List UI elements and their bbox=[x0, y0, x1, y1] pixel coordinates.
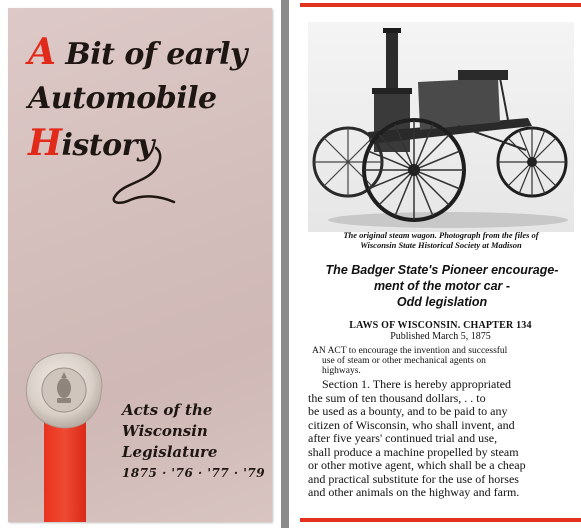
subtitle-years: 1875 · '76 · '77 · '79 bbox=[122, 466, 266, 480]
section-line: the sum of ten thousand dollars, . . to bbox=[308, 390, 486, 405]
steam-wagon-photo bbox=[308, 22, 574, 232]
wax-seal-icon bbox=[24, 350, 104, 430]
section-line: and practical substitute for the use of horses bbox=[308, 471, 519, 486]
section-line: shall produce a machine propelled by steam bbox=[308, 444, 519, 459]
title-cap: A bbox=[28, 81, 51, 116]
title-drop-cap: A bbox=[28, 31, 56, 73]
subtitle-line: Wisconsin bbox=[122, 422, 208, 440]
published-date: Published March 5, 1875 bbox=[390, 331, 491, 342]
title-text: istory bbox=[61, 128, 154, 163]
title-text: Bit of early bbox=[55, 37, 247, 72]
flourish-ornament bbox=[108, 146, 178, 206]
section-line: citizen of Wisconsin, who shall invent, and bbox=[308, 417, 515, 432]
section-line: Section 1. There is hereby appropriated bbox=[322, 377, 512, 391]
booklet-cover bbox=[8, 8, 272, 522]
act-description bbox=[312, 346, 574, 376]
law-reference bbox=[300, 320, 581, 342]
subtitle-line: Legislature bbox=[122, 443, 218, 461]
title-text: utomobile bbox=[50, 81, 217, 116]
cover-subtitle bbox=[122, 400, 272, 484]
title-drop-cap: H bbox=[28, 122, 62, 164]
subtitle-line: Acts of the bbox=[122, 401, 213, 419]
caption-line: The original steam wagon. Photograph from the files of bbox=[343, 230, 539, 240]
act-line: use of steam or other mechanical agents on bbox=[322, 356, 486, 366]
title-line-2 bbox=[28, 77, 268, 121]
section-line: and other animals on the highway and farm. bbox=[308, 485, 520, 499]
heading-line: Odd legislation bbox=[396, 295, 488, 309]
photo-caption bbox=[304, 230, 578, 250]
act-line: AN ACT to encourage the invention and successful bbox=[312, 346, 508, 356]
caption-line: Wisconsin State Historical Society at Madison bbox=[360, 240, 522, 250]
section-line: after five years' continued trial and use, bbox=[308, 431, 498, 445]
section-one-text bbox=[308, 378, 576, 500]
section-line: or other motive agent, which shall be a cheap bbox=[308, 458, 526, 472]
top-red-rule bbox=[300, 3, 581, 7]
article-page bbox=[300, 0, 581, 528]
title-line-1 bbox=[28, 30, 268, 77]
heading-line: ment of the motor car - bbox=[373, 279, 511, 293]
laws-title: LAWS OF WISCONSIN. CHAPTER 134 bbox=[349, 320, 532, 331]
page-divider bbox=[281, 0, 289, 528]
bottom-red-rule bbox=[300, 518, 581, 522]
section-line: be used as a bounty, and to be paid to any bbox=[308, 404, 508, 418]
heading-line: The Badger State's Pioneer encourage- bbox=[325, 263, 559, 277]
act-line: highways. bbox=[322, 366, 361, 376]
article-heading bbox=[304, 262, 580, 310]
